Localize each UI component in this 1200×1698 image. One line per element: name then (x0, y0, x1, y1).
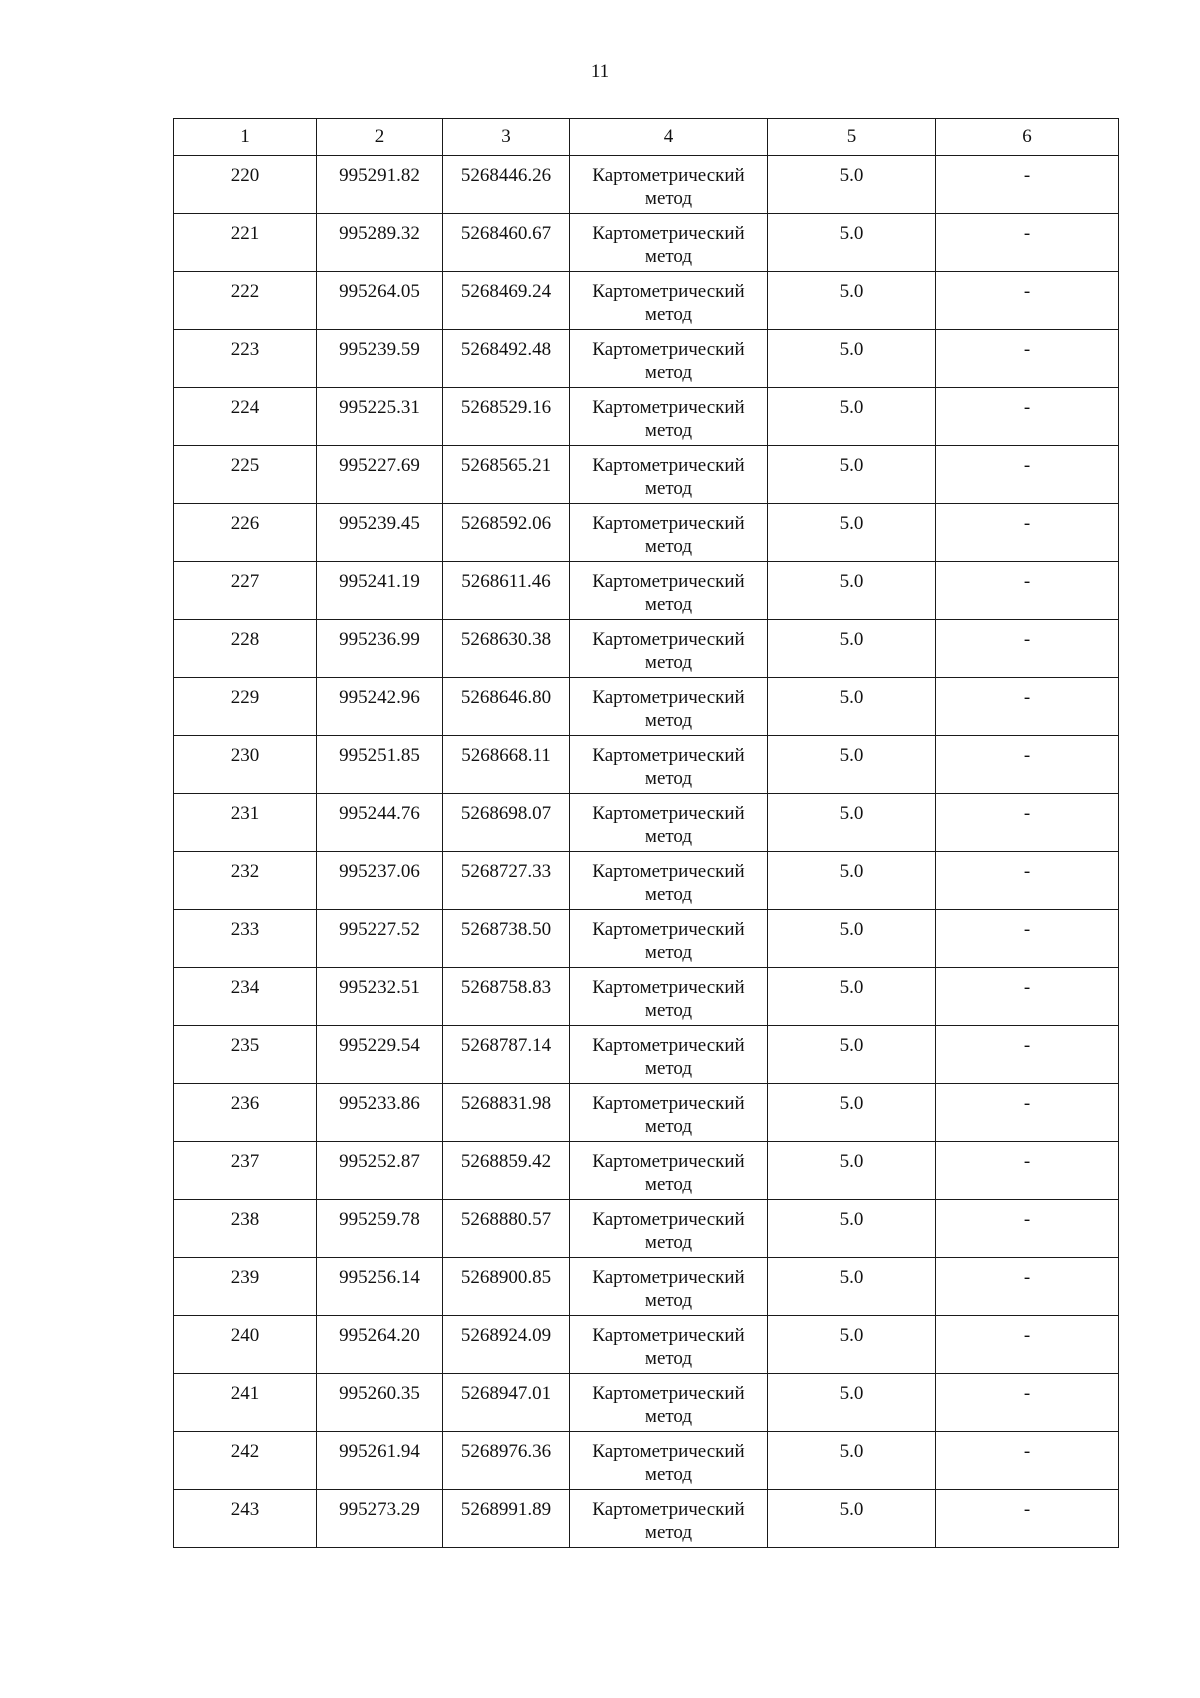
method-line-2: метод (644, 1406, 693, 1427)
method-line-1: Картометрический (592, 1093, 745, 1114)
y-coordinate-cell: 5268646.80 (443, 678, 570, 736)
method-line-1: Картометрический (592, 571, 745, 592)
table-row (174, 1432, 1119, 1490)
point-number-cell: 233 (174, 910, 317, 968)
point-number-cell: 238 (174, 1200, 317, 1258)
y-coordinate-cell: 5268592.06 (443, 504, 570, 562)
table-row (174, 1258, 1119, 1316)
table-row (174, 1026, 1119, 1084)
method-line-1: Картометрический (592, 1325, 745, 1346)
x-coordinate-cell: 995237.06 (317, 852, 443, 910)
accuracy-cell: 5.0 (768, 272, 936, 330)
x-coordinate-cell: 995225.31 (317, 388, 443, 446)
method-line-2: метод (644, 420, 693, 441)
table-row (174, 214, 1119, 272)
note-cell: - (936, 156, 1119, 214)
method-line-2: метод (644, 1232, 693, 1253)
note-cell: - (936, 1374, 1119, 1432)
x-coordinate-cell: 995244.76 (317, 794, 443, 852)
method-cell (570, 620, 768, 678)
method-cell (570, 1142, 768, 1200)
y-coordinate-cell: 5268668.11 (443, 736, 570, 794)
method-line-1: Картометрический (592, 513, 745, 534)
note-cell: - (936, 330, 1119, 388)
y-coordinate-cell: 5268880.57 (443, 1200, 570, 1258)
point-number-cell: 243 (174, 1490, 317, 1548)
note-cell: - (936, 910, 1119, 968)
method-cell (570, 388, 768, 446)
note-cell: - (936, 272, 1119, 330)
accuracy-cell: 5.0 (768, 1432, 936, 1490)
point-number-cell: 235 (174, 1026, 317, 1084)
note-cell: - (936, 214, 1119, 272)
method-line-2: метод (644, 710, 693, 731)
accuracy-cell: 5.0 (768, 1026, 936, 1084)
accuracy-cell: 5.0 (768, 1200, 936, 1258)
note-cell: - (936, 1026, 1119, 1084)
method-cell (570, 736, 768, 794)
y-coordinate-cell: 5268859.42 (443, 1142, 570, 1200)
method-cell (570, 968, 768, 1026)
x-coordinate-cell: 995264.05 (317, 272, 443, 330)
accuracy-cell: 5.0 (768, 678, 936, 736)
method-line-2: метод (644, 478, 693, 499)
y-coordinate-cell: 5268565.21 (443, 446, 570, 504)
note-cell: - (936, 1200, 1119, 1258)
point-number-cell: 227 (174, 562, 317, 620)
accuracy-cell: 5.0 (768, 562, 936, 620)
method-line-1: Картометрический (592, 629, 745, 650)
accuracy-cell: 5.0 (768, 156, 936, 214)
x-coordinate-cell: 995227.52 (317, 910, 443, 968)
method-cell (570, 852, 768, 910)
accuracy-cell: 5.0 (768, 794, 936, 852)
note-cell: - (936, 504, 1119, 562)
method-line-2: метод (644, 1174, 693, 1195)
x-coordinate-cell: 995236.99 (317, 620, 443, 678)
table-row (174, 1084, 1119, 1142)
method-line-1: Картометрический (592, 803, 745, 824)
table-row (174, 794, 1119, 852)
accuracy-cell: 5.0 (768, 1258, 936, 1316)
method-line-2: метод (644, 188, 693, 209)
method-line-1: Картометрический (592, 339, 745, 360)
table-row (174, 1374, 1119, 1432)
method-line-1: Картометрический (592, 223, 745, 244)
note-cell: - (936, 1258, 1119, 1316)
method-line-2: метод (644, 594, 693, 615)
point-number-cell: 220 (174, 156, 317, 214)
method-line-1: Картометрический (592, 977, 745, 998)
note-cell: - (936, 678, 1119, 736)
y-coordinate-cell: 5268831.98 (443, 1084, 570, 1142)
x-coordinate-cell: 995227.69 (317, 446, 443, 504)
method-line-2: метод (644, 1348, 693, 1369)
method-line-1: Картометрический (592, 1267, 745, 1288)
method-line-1: Картометрический (592, 687, 745, 708)
method-cell (570, 1490, 768, 1548)
point-number-cell: 240 (174, 1316, 317, 1374)
method-line-2: метод (644, 826, 693, 847)
table-row (174, 562, 1119, 620)
table-row (174, 504, 1119, 562)
method-cell (570, 910, 768, 968)
method-line-2: метод (644, 652, 693, 673)
method-line-2: метод (644, 1290, 693, 1311)
y-coordinate-cell: 5268469.24 (443, 272, 570, 330)
point-number-cell: 222 (174, 272, 317, 330)
column-header-4: 4 (570, 119, 768, 156)
method-cell (570, 1258, 768, 1316)
point-number-cell: 239 (174, 1258, 317, 1316)
column-header-1: 1 (174, 119, 317, 156)
point-number-cell: 237 (174, 1142, 317, 1200)
accuracy-cell: 5.0 (768, 214, 936, 272)
table-row (174, 1490, 1119, 1548)
accuracy-cell: 5.0 (768, 852, 936, 910)
x-coordinate-cell: 995261.94 (317, 1432, 443, 1490)
accuracy-cell: 5.0 (768, 504, 936, 562)
table-row (174, 1200, 1119, 1258)
accuracy-cell: 5.0 (768, 1374, 936, 1432)
point-number-cell: 230 (174, 736, 317, 794)
method-cell (570, 272, 768, 330)
accuracy-cell: 5.0 (768, 1084, 936, 1142)
accuracy-cell: 5.0 (768, 1316, 936, 1374)
note-cell: - (936, 1316, 1119, 1374)
method-line-1: Картометрический (592, 165, 745, 186)
note-cell: - (936, 620, 1119, 678)
method-line-2: метод (644, 1116, 693, 1137)
point-number-cell: 221 (174, 214, 317, 272)
method-line-1: Картометрический (592, 1151, 745, 1172)
x-coordinate-cell: 995259.78 (317, 1200, 443, 1258)
y-coordinate-cell: 5268446.26 (443, 156, 570, 214)
method-cell (570, 504, 768, 562)
method-line-2: метод (644, 884, 693, 905)
method-line-2: метод (644, 1058, 693, 1079)
y-coordinate-cell: 5268611.46 (443, 562, 570, 620)
table-row (174, 968, 1119, 1026)
x-coordinate-cell: 995264.20 (317, 1316, 443, 1374)
note-cell: - (936, 1142, 1119, 1200)
method-cell (570, 330, 768, 388)
table-row (174, 736, 1119, 794)
point-number-cell: 223 (174, 330, 317, 388)
point-number-cell: 228 (174, 620, 317, 678)
method-cell (570, 1084, 768, 1142)
method-line-1: Картометрический (592, 919, 745, 940)
method-line-1: Картометрический (592, 1383, 745, 1404)
note-cell: - (936, 1432, 1119, 1490)
point-number-cell: 234 (174, 968, 317, 1026)
y-coordinate-cell: 5268900.85 (443, 1258, 570, 1316)
note-cell: - (936, 1084, 1119, 1142)
method-line-2: метод (644, 304, 693, 325)
accuracy-cell: 5.0 (768, 1490, 936, 1548)
method-line-1: Картометрический (592, 1499, 745, 1520)
table-row (174, 272, 1119, 330)
x-coordinate-cell: 995260.35 (317, 1374, 443, 1432)
point-number-cell: 236 (174, 1084, 317, 1142)
method-cell (570, 794, 768, 852)
x-coordinate-cell: 995233.86 (317, 1084, 443, 1142)
y-coordinate-cell: 5268727.33 (443, 852, 570, 910)
method-line-2: метод (644, 768, 693, 789)
method-cell (570, 214, 768, 272)
point-number-cell: 242 (174, 1432, 317, 1490)
method-cell (570, 678, 768, 736)
method-line-1: Картометрический (592, 455, 745, 476)
table-row (174, 852, 1119, 910)
x-coordinate-cell: 995229.54 (317, 1026, 443, 1084)
x-coordinate-cell: 995241.19 (317, 562, 443, 620)
y-coordinate-cell: 5268738.50 (443, 910, 570, 968)
note-cell: - (936, 968, 1119, 1026)
method-line-2: метод (644, 1464, 693, 1485)
method-line-1: Картометрический (592, 861, 745, 882)
page-number: 11 (590, 61, 610, 82)
method-cell (570, 446, 768, 504)
x-coordinate-cell: 995289.32 (317, 214, 443, 272)
method-line-2: метод (644, 1000, 693, 1021)
method-cell (570, 1316, 768, 1374)
method-line-1: Картометрический (592, 281, 745, 302)
x-coordinate-cell: 995239.59 (317, 330, 443, 388)
method-cell (570, 562, 768, 620)
table-row (174, 1316, 1119, 1374)
accuracy-cell: 5.0 (768, 968, 936, 1026)
x-coordinate-cell: 995232.51 (317, 968, 443, 1026)
note-cell: - (936, 562, 1119, 620)
y-coordinate-cell: 5268460.67 (443, 214, 570, 272)
note-cell: - (936, 736, 1119, 794)
point-number-cell: 232 (174, 852, 317, 910)
table-row (174, 446, 1119, 504)
point-number-cell: 231 (174, 794, 317, 852)
y-coordinate-cell: 5268991.89 (443, 1490, 570, 1548)
y-coordinate-cell: 5268924.09 (443, 1316, 570, 1374)
method-cell (570, 1200, 768, 1258)
coordinates-table (173, 118, 1119, 1548)
note-cell: - (936, 794, 1119, 852)
y-coordinate-cell: 5268529.16 (443, 388, 570, 446)
x-coordinate-cell: 995256.14 (317, 1258, 443, 1316)
column-header-5: 5 (768, 119, 936, 156)
point-number-cell: 225 (174, 446, 317, 504)
y-coordinate-cell: 5268698.07 (443, 794, 570, 852)
method-line-1: Картометрический (592, 1441, 745, 1462)
column-header-2: 2 (317, 119, 443, 156)
accuracy-cell: 5.0 (768, 446, 936, 504)
table-row (174, 1142, 1119, 1200)
accuracy-cell: 5.0 (768, 736, 936, 794)
method-cell (570, 1432, 768, 1490)
method-cell (570, 156, 768, 214)
method-line-1: Картометрический (592, 1035, 745, 1056)
note-cell: - (936, 852, 1119, 910)
point-number-cell: 229 (174, 678, 317, 736)
y-coordinate-cell: 5268976.36 (443, 1432, 570, 1490)
y-coordinate-cell: 5268947.01 (443, 1374, 570, 1432)
method-line-1: Картометрический (592, 745, 745, 766)
note-cell: - (936, 446, 1119, 504)
x-coordinate-cell: 995291.82 (317, 156, 443, 214)
table-row (174, 388, 1119, 446)
method-line-2: метод (644, 1522, 693, 1543)
y-coordinate-cell: 5268630.38 (443, 620, 570, 678)
x-coordinate-cell: 995242.96 (317, 678, 443, 736)
method-line-1: Картометрический (592, 1209, 745, 1230)
y-coordinate-cell: 5268758.83 (443, 968, 570, 1026)
table-row (174, 330, 1119, 388)
method-cell (570, 1026, 768, 1084)
point-number-cell: 241 (174, 1374, 317, 1432)
x-coordinate-cell: 995252.87 (317, 1142, 443, 1200)
method-cell (570, 1374, 768, 1432)
method-line-2: метод (644, 246, 693, 267)
table-body (174, 156, 1119, 1548)
accuracy-cell: 5.0 (768, 388, 936, 446)
column-header-6: 6 (936, 119, 1119, 156)
table-row (174, 156, 1119, 214)
x-coordinate-cell: 995273.29 (317, 1490, 443, 1548)
accuracy-cell: 5.0 (768, 330, 936, 388)
method-line-2: метод (644, 536, 693, 557)
y-coordinate-cell: 5268492.48 (443, 330, 570, 388)
y-coordinate-cell: 5268787.14 (443, 1026, 570, 1084)
table-row (174, 910, 1119, 968)
accuracy-cell: 5.0 (768, 620, 936, 678)
table-row (174, 620, 1119, 678)
method-line-2: метод (644, 362, 693, 383)
x-coordinate-cell: 995251.85 (317, 736, 443, 794)
column-header-3: 3 (443, 119, 570, 156)
table-row (174, 678, 1119, 736)
method-line-2: метод (644, 942, 693, 963)
accuracy-cell: 5.0 (768, 1142, 936, 1200)
accuracy-cell: 5.0 (768, 910, 936, 968)
note-cell: - (936, 388, 1119, 446)
point-number-cell: 224 (174, 388, 317, 446)
point-number-cell: 226 (174, 504, 317, 562)
x-coordinate-cell: 995239.45 (317, 504, 443, 562)
method-line-1: Картометрический (592, 397, 745, 418)
note-cell: - (936, 1490, 1119, 1548)
table-header-row (174, 119, 1119, 156)
